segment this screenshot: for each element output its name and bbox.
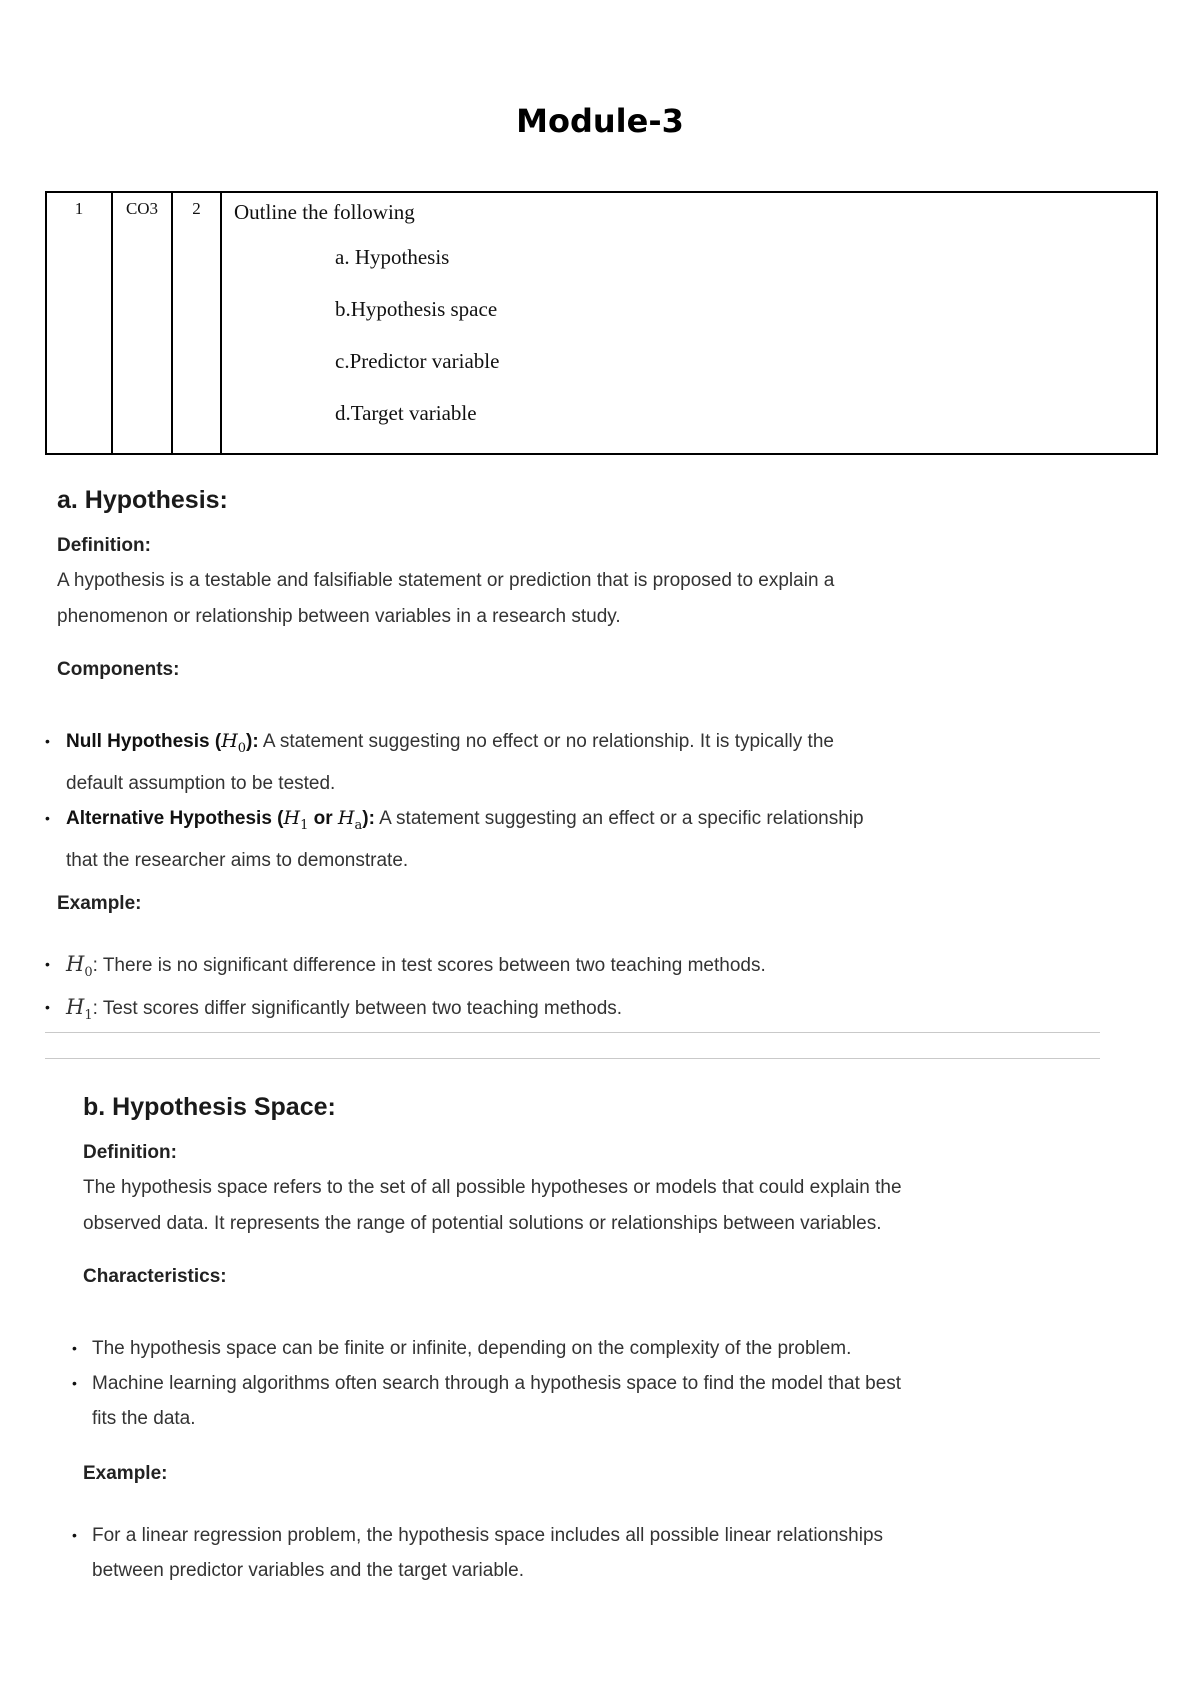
question-number: 1 (46, 192, 112, 454)
question-prompt: Outline the following (234, 200, 415, 224)
list-item (45, 724, 1125, 801)
definition-line: A hypothesis is a testable and falsifiable statement or prediction that is proposed to explain a (57, 570, 835, 591)
section-hypothesis-space (83, 1093, 1133, 1288)
definition-line: observed data. It represents the range of potential solutions or relationships between variables. (83, 1213, 882, 1234)
null-hypothesis-label: Null Hypothesis $(H_0)$: (66, 730, 259, 756)
characteristics-list (72, 1331, 1152, 1436)
bullet-icon: • (45, 956, 50, 972)
alternative-hypothesis-text: that the researcher aims to demonstrate. (66, 849, 409, 871)
list-item: • $H_1$: Test scores differ significantly between two teaching methods. (45, 990, 1125, 1033)
list-item (72, 1518, 1152, 1588)
divider (45, 1032, 1100, 1033)
bullet-icon: • (45, 809, 50, 826)
definition-label: Definition: (57, 535, 151, 556)
bullet-icon: • (72, 1340, 77, 1356)
alternative-hypothesis-label: Alternative Hypothesis ($H_1$ or $H_a$): (66, 806, 375, 833)
bullet-icon: • (72, 1527, 77, 1543)
characteristic-text: The hypothesis space can be finite or infinite, depending on the complexity of the problem. (92, 1338, 852, 1359)
section-hypothesis (57, 486, 1117, 681)
bullet-icon: • (45, 733, 50, 749)
list-item (72, 1366, 1152, 1436)
list-item (72, 1331, 1152, 1366)
page-title: Module-3 (516, 102, 684, 140)
characteristic-text: Machine learning algorithms often search through a hypothesis space to find the model that best (92, 1373, 902, 1394)
example-text: : There is no significant difference in test scores between two teaching methods. (92, 955, 766, 976)
alternative-hypothesis-text: A statement suggesting an effect or a specific relationship (374, 807, 864, 829)
question-item: b.Hypothesis space (335, 297, 498, 321)
example-list (45, 947, 1125, 1033)
null-hypothesis-text: A statement suggesting no effect or no relationship. It is typically the (258, 731, 834, 752)
example-label: Example: (57, 893, 142, 914)
characteristic-text: fits the data. (92, 1408, 196, 1429)
question-item: d.Target variable (335, 401, 477, 425)
question-table (45, 191, 1158, 455)
question-item: a. Hypothesis (335, 245, 450, 269)
section-a-heading: a. Hypothesis: (57, 486, 228, 514)
definition-text (83, 1170, 1133, 1242)
example-text: between predictor variables and the target variable. (92, 1560, 524, 1581)
section-b-heading: b. Hypothesis Space: (83, 1093, 336, 1121)
components-label: Components: (57, 659, 180, 680)
definition-line: The hypothesis space refers to the set of all possible hypotheses or models that could explain the (83, 1177, 902, 1198)
bullet-icon: • (45, 999, 50, 1016)
question-text-cell (221, 192, 1157, 454)
null-hypothesis-text: default assumption to be tested. (66, 772, 336, 794)
question-item: c.Predictor variable (335, 349, 500, 373)
marks: 2 (172, 192, 221, 454)
example-text: For a linear regression problem, the hypothesis space includes all possible linear relationships (92, 1525, 884, 1546)
definition-label: Definition: (83, 1142, 177, 1163)
example-text: : Test scores differ significantly between two teaching methods. (92, 998, 623, 1020)
course-outcome: CO3 (112, 192, 172, 454)
definition-text (57, 563, 1117, 635)
components-list (45, 724, 1125, 878)
bullet-icon: • (72, 1375, 77, 1391)
definition-line: phenomenon or relationship between variables in a research study. (57, 606, 621, 627)
characteristics-label: Characteristics: (83, 1266, 227, 1287)
example-label: Example: (83, 1463, 168, 1484)
example-list (72, 1518, 1152, 1588)
divider (45, 1058, 1100, 1059)
list-item (45, 801, 1125, 878)
list-item: • $H_0$: There is no significant difference in test scores between two teaching methods. (45, 947, 1125, 990)
